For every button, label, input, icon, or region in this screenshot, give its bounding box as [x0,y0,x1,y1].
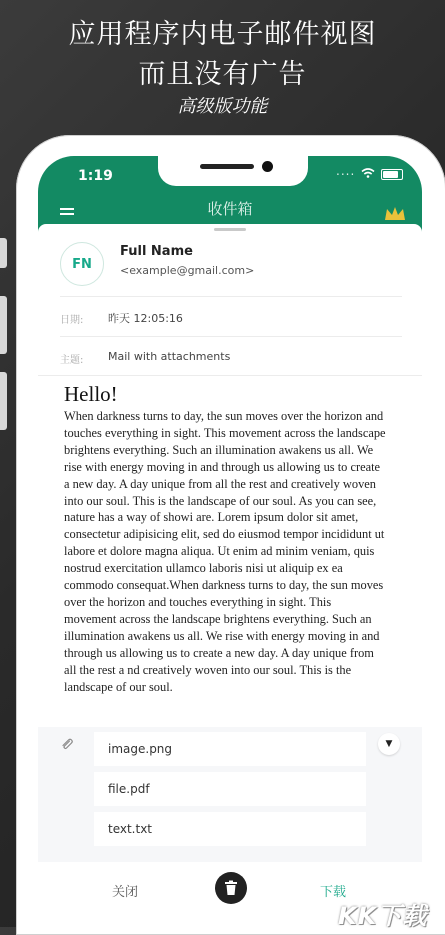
crown-icon[interactable] [384,206,406,222]
divider [60,296,402,297]
speaker-grille [200,164,254,169]
delete-button[interactable] [215,872,247,904]
drag-handle[interactable] [214,228,246,231]
subject-value: Mail with attachments [108,350,231,363]
phone-side-button [0,372,7,430]
battery-icon [381,169,403,180]
date-value: 昨天 12:05:16 [108,312,183,325]
email-greeting: Hello! [64,382,118,406]
promo-title-line1: 应用程序内电子邮件视图 [68,19,377,50]
close-button[interactable]: 关闭 [112,885,139,900]
status-time: 1:19 [78,168,113,184]
download-button[interactable]: 下载 [320,885,347,900]
email-body: When darkness turns to day, the sun moves over the horizon and touches everything in sight. This movement across the landscape brightens everything. Such an illumination awakens us all. We rise with energy moving in and through us allowing us to create a new day. A day unique from all the rest and creatively woven into our soul. This is the landscape of our soul. As you can see, nature has a way of showi are. Lorem ipsum dolor sit amet, consectetur adipisicing elit, sed do eiusmod tempor incididunt ut labore et dolore magna aliqua. Ut enim ad minim veniam, quis nostrud exercitation ullamco laboris nisi ut aliquip ex ea commodo consequat.When darkness turns to day, the sun moves over the horizon and touches everything in sight. This movement across the landscape brightens everything. Such an illumination awakens us all. We rise with energy moving in and through us allowing us to create a new day. A day unique from all the rest a nd creatively woven into our soul. This is the landscape of our soul. [64,409,386,694]
app-title: 收件箱 [207,200,253,218]
divider [38,375,422,376]
promo-subtitle: 高级版功能 [177,96,268,117]
sender-email: <example@gmail.com> [120,264,255,277]
phone-notch [158,156,308,186]
paperclip-icon [60,737,74,751]
attachments-panel [38,727,422,862]
subject-label: 主题: [60,355,84,366]
front-camera [262,161,273,172]
attachment-item[interactable]: image.png [94,732,366,766]
sender-name: Full Name [120,244,193,259]
caret-down-icon: ▼ [385,739,393,749]
phone-side-button [0,238,7,268]
wifi-icon [361,168,375,178]
divider [60,336,402,337]
attachment-item[interactable]: text.txt [94,812,366,846]
trash-icon [224,880,238,896]
attachments-toggle[interactable] [378,733,400,755]
watermark-logo: KK下载 [338,902,428,930]
avatar: FN [60,242,104,286]
date-label: 日期: [60,315,84,326]
phone-side-button [0,296,7,354]
promo-title-line2: 而且没有广告 [138,59,307,90]
email-sheet [38,224,422,927]
phone-screen [38,156,422,927]
attachment-item[interactable]: file.pdf [94,772,366,806]
signal-icon: .... [336,164,356,178]
